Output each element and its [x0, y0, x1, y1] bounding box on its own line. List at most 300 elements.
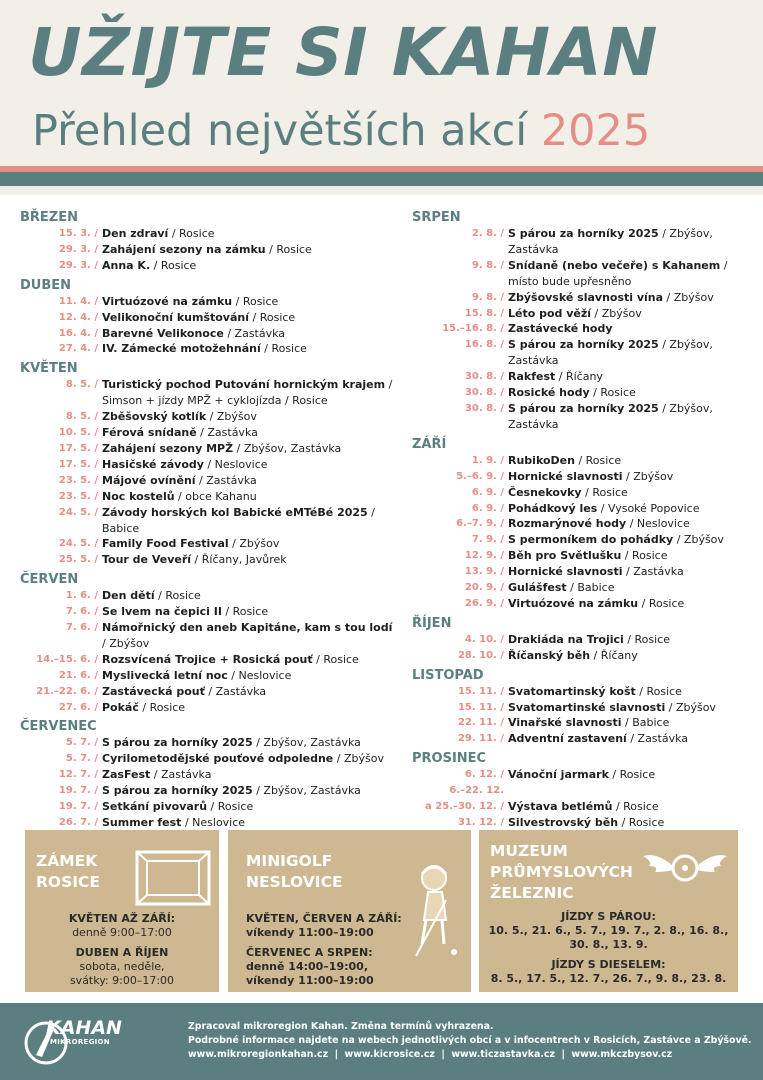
event-place: Zastávka [160, 768, 212, 782]
event-date [412, 226, 508, 258]
event-date [412, 700, 508, 716]
event-date-text: 5. 7. [65, 753, 91, 765]
event-place: Rosice [276, 242, 312, 256]
schedule-heading: ČERVENEC A SRPEN: [246, 946, 373, 959]
date-separator: / [500, 534, 504, 546]
event-name: Rozsvícená Trojice + Rosická pouť [102, 652, 313, 666]
schedule-line: denně 14:00–19:00, [246, 960, 368, 973]
event-date-text: 11. 4. [58, 295, 91, 307]
event-date [20, 489, 102, 505]
event-date-text: 16. 8. [464, 339, 497, 351]
date-separator: / [500, 701, 504, 713]
event-place: Říčany, Javůrek [201, 553, 287, 567]
event-date [412, 321, 508, 337]
event-date [412, 290, 508, 306]
event-text [508, 321, 752, 337]
event-date [412, 453, 508, 469]
event-place: Zbýšov [673, 290, 714, 304]
schedule-heading: KVĚTEN AŽ ZÁŘÍ: [68, 912, 176, 925]
event-name: Zastávecká pouť [102, 684, 205, 698]
date-separator: / [94, 685, 98, 697]
event-date [20, 536, 102, 552]
event-place: Zbýšov, Zastávka [508, 401, 713, 431]
event-name: Barevné Velikonoce [102, 326, 224, 340]
info-title [36, 851, 100, 893]
event-name: Svatomartinský košt [508, 684, 636, 698]
event-text: Pokáč / Rosice [102, 700, 186, 714]
event-date-text: 9. 8. [471, 291, 497, 303]
event-date-text: 28. 10. [457, 649, 497, 661]
date-separator: / [94, 311, 98, 323]
schedule-line: sobota, neděle, [79, 960, 165, 973]
event-place: Rosice [217, 800, 254, 814]
event-text: Hornické slavnosti / Zastávka [508, 565, 684, 579]
event-text: Zahájení sezony na zámku / Rosice [102, 242, 312, 256]
winged-wheel-icon [641, 844, 729, 892]
month-heading: ČERVEN [20, 572, 79, 588]
event-date [20, 326, 102, 342]
event-text: Adventní zastavení / Zastávka [508, 732, 689, 746]
event-date [412, 580, 508, 596]
event-name: ZasFest [102, 768, 151, 782]
date-separator: / [94, 769, 98, 781]
event-row [20, 767, 395, 783]
event-row [412, 485, 752, 501]
schedule-line: denně 9:00–17:00 [72, 926, 172, 939]
event-name: Zahájení sezony na zámku [102, 242, 266, 256]
event-row [412, 684, 752, 700]
event-text: Vinařské slavnosti / Babice [508, 716, 670, 730]
event-row [20, 326, 395, 342]
event-text: Běh pro Světlušku / Rosice [508, 549, 668, 563]
event-date [412, 258, 508, 290]
date-separator: / [500, 259, 504, 271]
event-place: Říčany [600, 648, 638, 662]
footer-links[interactable]: www.mikroregionkahan.cz | www.kicrosice.cz | www.ticzastavka.cz | www.mkczbysov.cz [188, 1049, 673, 1060]
event-row [412, 516, 752, 532]
event-text: Výstava betlémů / Rosice [508, 800, 659, 814]
date-separator: / [94, 228, 98, 239]
event-text: Tour de Veveří / Říčany, Javůrek [102, 553, 287, 567]
event-name: Den zdraví [102, 227, 169, 240]
event-name: Běh pro Světlušku [508, 549, 622, 563]
event-text: S permoníkem do pohádky / Zbýšov [508, 533, 724, 547]
event-date-text: 20. 9. [464, 582, 497, 594]
event-date-text: 2. 8. [471, 228, 497, 239]
event-text: Zahájení sezony MPŽ / Zbýšov, Zastávka [102, 441, 342, 455]
event-text: Den zdraví / Rosice [102, 227, 215, 240]
event-date-text: 12. 9. [464, 550, 497, 562]
event-name: Summer fest [102, 816, 182, 829]
info-schedule [246, 912, 402, 988]
event-date-text: 22. 11. [457, 717, 497, 729]
event-date [412, 516, 508, 532]
frame-icon [135, 850, 211, 906]
event-date [20, 684, 102, 700]
event-place: Vysoké Popovice [607, 501, 700, 515]
event-place: Zbýšov [633, 469, 674, 483]
event-date-text: 26. 7. [58, 817, 91, 828]
schedule-heading: JÍZDY S PÁROU: [561, 910, 656, 923]
event-text: Svatomartinský košt / Rosice [508, 684, 682, 698]
event-name: Adventní zastavení [508, 732, 627, 746]
event-name: Virtuózové na zámku [508, 596, 639, 610]
schedule-heading: DUBEN A ŘÍJEN [75, 946, 169, 959]
event-name: RubikoDen [508, 453, 575, 467]
event-text: ZasFest / Zastávka [102, 768, 212, 782]
event-date-text: 12. 7. [58, 769, 91, 781]
event-date [20, 226, 102, 242]
event-date-text: 7. 6. [65, 622, 91, 634]
info-box-muzeum [479, 830, 738, 992]
event-text: Rozsvícená Trojice + Rosická pouť / Rosice [102, 652, 359, 666]
event-row [20, 341, 395, 357]
event-place: Neslovice [192, 816, 246, 829]
event-place: Zbýšov [216, 410, 257, 424]
month-heading: SRPEN [412, 210, 461, 225]
event-place: Zbýšov [675, 700, 716, 714]
event-row [20, 409, 395, 425]
event-date-text: 5.–6. 9. [456, 470, 497, 482]
event-place: Neslovice [214, 457, 268, 471]
event-place: Babice [632, 716, 670, 730]
event-date [412, 715, 508, 731]
event-date [412, 632, 508, 648]
event-name: Anna K. [102, 258, 151, 272]
info-title-line: MINIGOLF [246, 852, 333, 870]
event-row [20, 588, 395, 604]
event-name: S párou za horníky 2025 [508, 401, 659, 415]
info-schedule [25, 912, 219, 988]
event-date [20, 457, 102, 473]
event-text: S párou za horníky 2025 / Zbýšov, Zastávka [102, 736, 361, 750]
event-date [20, 425, 102, 441]
event-row [412, 258, 752, 290]
date-separator: / [500, 470, 504, 482]
event-name: Hasičské závody [102, 457, 204, 471]
event-row [20, 505, 395, 537]
date-separator: / [500, 566, 504, 578]
info-box-zamek-rosice [25, 830, 219, 992]
info-title-line: MUZEUM [490, 842, 568, 860]
event-date [20, 652, 102, 668]
event-name: Silvestrovský běh [508, 816, 619, 829]
event-place: Zastávka [207, 426, 258, 440]
event-date-text: 1. 6. [65, 590, 91, 602]
date-separator: / [500, 291, 504, 303]
event-place: Zbýšov, Zastávka [243, 441, 342, 455]
event-name: Hornické slavnosti [508, 469, 623, 483]
event-date-text: 26. 9. [464, 597, 497, 609]
info-title-line: ZÁMEK [36, 852, 98, 870]
event-date-text: 19. 7. [58, 801, 91, 813]
event-date [412, 501, 508, 517]
event-date-text: 17. 5. [58, 442, 91, 454]
date-separator: / [94, 737, 98, 749]
event-text: Férová snídaně / Zastávka [102, 426, 258, 440]
event-date [20, 552, 102, 568]
event-date [20, 341, 102, 357]
date-separator: / [500, 769, 504, 781]
event-row [412, 596, 752, 612]
event-date-text: 9. 8. [471, 259, 497, 271]
event-row [412, 337, 752, 369]
event-name: Setkání pivovarů [102, 800, 208, 814]
event-name: Velikonoční kumštování [102, 310, 249, 324]
event-text: Anna K. / Rosice [102, 258, 197, 272]
info-title-line: ŽELEZNIC [490, 884, 574, 902]
event-row [412, 501, 752, 517]
event-name: Gulášfest [508, 581, 567, 595]
event-place: Říčany [565, 370, 603, 384]
event-date-line [412, 799, 504, 815]
info-title [490, 841, 633, 904]
schedule-heading: KVĚTEN, ČERVEN A ZÁŘÍ: [246, 912, 402, 925]
date-separator: / [500, 649, 504, 661]
event-date [412, 369, 508, 385]
event-name: Léto pod věží [508, 306, 592, 320]
event-row [20, 258, 395, 274]
info-title [246, 851, 343, 893]
event-row [412, 290, 752, 306]
event-date [412, 532, 508, 548]
event-name: Zahájení sezony MPŽ [102, 441, 234, 455]
event-name: Virtuózové na zámku [102, 294, 233, 308]
event-name: Zastávecké hody [508, 322, 613, 336]
event-date-text: 29. 3. [58, 259, 91, 271]
event-place: Rosice [619, 768, 656, 782]
date-separator: / [500, 801, 504, 813]
event-row [412, 632, 752, 648]
event-date-text: 21.–22. 6. [36, 685, 91, 697]
event-date-text: 30. 8. [464, 387, 497, 399]
event-date [20, 588, 102, 604]
event-date [20, 604, 102, 620]
event-date [20, 441, 102, 457]
event-place: Zbýšov [683, 533, 724, 547]
event-row [412, 226, 752, 258]
event-text: S párou za horníky 2025 / Zbýšov, Zastávka [508, 401, 713, 431]
logo-subtext: MIKROREGION [50, 1038, 110, 1046]
schedule-line: 30. 8., 13. 9. [569, 938, 648, 951]
subtitle-text: Přehled největších akcí [32, 106, 528, 156]
event-row [20, 377, 395, 409]
date-separator: / [94, 442, 98, 454]
event-name: Noc kostelů [102, 489, 175, 503]
event-text: Velikonoční kumštování / Rosice [102, 310, 296, 324]
date-separator: / [500, 633, 504, 645]
event-date [412, 485, 508, 501]
event-date [412, 401, 508, 433]
event-date [412, 731, 508, 747]
month-heading: ČERVENEC [20, 719, 97, 735]
event-name: Rozmarýnové hody [508, 517, 627, 531]
event-date-text: 12. 4. [58, 311, 91, 323]
event-name: S párou za horníky 2025 [508, 338, 659, 352]
decorative-band-teal [0, 172, 763, 186]
event-text: Říčanský běh / Říčany [508, 648, 638, 662]
event-name: Drakiáda na Trojici [508, 632, 624, 646]
event-text: Summer fest / Neslovice [102, 816, 246, 829]
event-date-text: 21. 6. [58, 669, 91, 681]
event-name: Snídaně (nebo večeře) s Kahanem [508, 258, 721, 272]
event-row [20, 799, 395, 815]
event-date-text: 15. 3. [58, 228, 91, 239]
event-place: Zbýšov [239, 537, 280, 551]
date-separator: / [94, 411, 98, 423]
page-title: UŽIJTE SI KAHAN [28, 14, 658, 91]
event-text: Noc kostelů / obce Kahanu [102, 489, 257, 503]
event-place: obce Kahanu [185, 489, 257, 503]
event-place: Rosice [242, 294, 279, 308]
event-date [20, 242, 102, 258]
event-date [20, 258, 102, 274]
event-text: Cyrilometodějské pouťové odpoledne / Zbýšov [102, 752, 384, 766]
date-separator: / [94, 243, 98, 255]
event-date-text: 24. 5. [58, 506, 91, 518]
event-name: Závody horských kol Babické eMTéBé 2025 [102, 505, 368, 519]
event-text: Májové ovínění / Zastávka [102, 473, 257, 487]
month-heading: LISTOPAD [412, 667, 484, 683]
event-text: RubikoDen / Rosice [508, 453, 622, 467]
event-date-text: 29. 3. [58, 243, 91, 255]
date-separator: / [94, 554, 98, 566]
event-place: Neslovice [636, 517, 690, 531]
event-date-text: 13. 9. [464, 566, 497, 578]
event-row [20, 668, 395, 684]
event-text: Virtuózové na zámku / Rosice [102, 294, 279, 308]
event-date-text: 8. 5. [65, 411, 91, 423]
event-place: Zbýšov [109, 636, 150, 650]
event-place: Zbýšov, Zastávka [263, 736, 361, 750]
event-place: Rosice [259, 310, 296, 324]
event-text: S párou za horníky 2025 / Zbýšov, Zastávka [102, 784, 361, 798]
events-column-right [412, 210, 752, 831]
event-row [20, 751, 395, 767]
event-date [20, 751, 102, 767]
event-place: Zbýšov, Zastávka [508, 338, 713, 368]
event-text: Rakfest / Říčany [508, 370, 603, 384]
event-place: Babice [577, 581, 615, 595]
event-date [412, 306, 508, 322]
info-title-line: NESLOVICE [246, 873, 343, 891]
event-date [20, 700, 102, 716]
event-place: Rosice [323, 652, 359, 666]
date-separator: / [500, 550, 504, 562]
event-row [20, 457, 395, 473]
event-place: Rosice [600, 386, 636, 400]
event-text: Námořnický den aneb Kapitáne, kam s tou lodí / Zbýšov [102, 621, 393, 650]
event-place: Simson + jízdy MPŽ + cyklojízda / Rosice [102, 394, 328, 408]
event-date-text: 27. 4. [58, 343, 91, 355]
event-date-text: 7. 9. [471, 534, 497, 546]
event-name: S párou za horníky 2025 [102, 736, 253, 750]
event-row [412, 815, 752, 831]
event-place: Rosice [585, 453, 622, 467]
event-date-text: 6. 9. [471, 502, 497, 514]
event-name: Česnekovky [508, 485, 582, 499]
event-row [20, 489, 395, 505]
event-date [20, 815, 102, 831]
event-text: Den dětí / Rosice [102, 589, 201, 603]
date-separator: / [94, 295, 98, 307]
event-place: Rosice [160, 258, 197, 272]
event-date-text: 1. 9. [471, 454, 497, 466]
event-date-text: 5. 7. [65, 737, 91, 749]
event-text: Pohádkový les / Vysoké Popovice [508, 501, 700, 515]
event-row [20, 735, 395, 751]
info-box-minigolf-neslovice [228, 830, 471, 992]
event-row [412, 715, 752, 731]
event-date-text: 16. 4. [58, 327, 91, 339]
event-name: IV. Zámecké motožehnání [102, 342, 261, 356]
footer-line: Podrobné informace najdete na webech jednotlivých obcí a v infocentrech v Rosicích, Zastávce a Zbýšově. [188, 1035, 752, 1046]
month-heading: ŘÍJEN [412, 615, 452, 631]
schedule-line: víkendy 11:00–19:00 [246, 926, 374, 939]
event-name: Hornické slavnosti [508, 565, 623, 579]
event-date [412, 596, 508, 612]
date-separator: / [500, 597, 504, 609]
date-separator: / [500, 323, 504, 335]
event-date-text: 15.–16. 8. [442, 323, 497, 335]
event-name: Cyrilometodějské pouťové odpoledne [102, 752, 334, 766]
event-text: Rozmarýnové hody / Neslovice [508, 517, 690, 531]
date-separator: / [94, 785, 98, 797]
event-text: Zastávecká pouť / Zastávka [102, 684, 267, 698]
event-name: Pokáč [102, 700, 139, 714]
event-date [412, 385, 508, 401]
event-place: Zbýšov, Zastávka [508, 227, 713, 256]
event-name: Se lvem na čepici II [102, 605, 222, 619]
event-name: Rosické hody [508, 386, 590, 400]
schedule-line: 10. 5., 21. 6., 5. 7., 19. 7., 2. 8., 16. 8., [488, 924, 729, 937]
event-row [20, 536, 395, 552]
event-place: Rosice [623, 800, 659, 814]
event-row [412, 783, 752, 815]
event-date [20, 620, 102, 652]
date-separator: / [500, 685, 504, 697]
date-separator: / [500, 339, 504, 351]
event-text: Hasičské závody / Neslovice [102, 457, 268, 471]
info-title-line: PRŮMYSLOVÝCH [490, 863, 633, 881]
logo-text: KAHAN [46, 1017, 122, 1039]
event-place: Rosice [592, 485, 628, 499]
event-text: Snídaně (nebo večeře) s Kahanem / místo bude upřesněno [508, 258, 728, 288]
event-place: Rosice [628, 816, 665, 829]
event-name: Myslivecká letní noc [102, 668, 228, 682]
event-name: S permoníkem do pohádky [508, 533, 674, 547]
event-place: Zbýšov [601, 306, 642, 320]
events-column-left [20, 210, 395, 831]
date-separator: / [500, 717, 504, 729]
date-separator: / [500, 387, 504, 399]
event-date-text: 6. 12. [464, 769, 497, 781]
event-place: Zbýšov, Zastávka [263, 784, 361, 798]
event-row [412, 580, 752, 596]
event-place: Babice [102, 521, 140, 535]
footer [0, 1003, 763, 1080]
event-name: Svatomartinské slavnosti [508, 700, 666, 714]
event-text: Se lvem na čepici II / Rosice [102, 605, 269, 619]
event-date [412, 767, 508, 783]
event-row [412, 548, 752, 564]
date-separator: / [500, 486, 504, 498]
event-row [412, 469, 752, 485]
subtitle-year: 2025 [540, 106, 651, 156]
event-place: Rosice [179, 227, 215, 240]
event-date [412, 815, 508, 831]
event-row [20, 783, 395, 799]
